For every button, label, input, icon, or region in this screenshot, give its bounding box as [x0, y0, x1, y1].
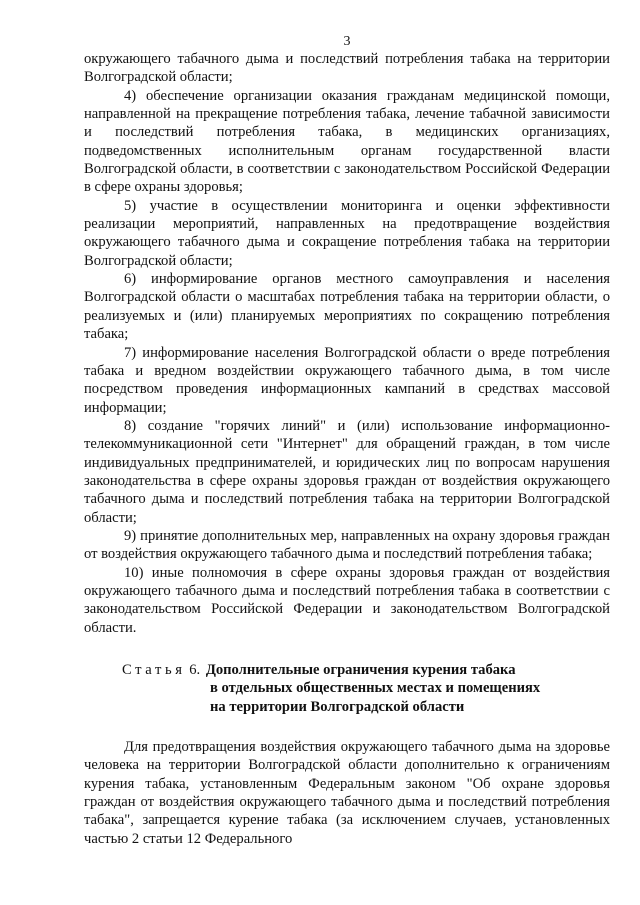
- paragraph-item-8: 8) создание "горячих линий" и (или) использование информационно-телекоммуникационной сети "Интернет" для обращений граждан, в том числе индивидуальных предпринимателей, и юридических лиц по вопросам нарушения законодательства в сфере охраны здоровья граждан от воздействия окружающего табачного дыма и последствий потребления табака на территории Волгоградской области;: [84, 417, 610, 526]
- paragraph-item-5: 5) участие в осуществлении мониторинга и оценки эффективности реализации мероприятий, направленных на предотвращение воздействия окружающего табачного дыма и сокращение потребления табака на территории Волгоградской области;: [84, 197, 610, 269]
- paragraph-item-10: 10) иные полномочия в сфере охраны здоровья граждан от воздействия окружающего табачного дыма и последствий потребления табака в соответствии с законодательством Российской Федерации и законодательством Волгоградской области.: [84, 564, 610, 636]
- article-number: 6.: [189, 662, 201, 678]
- paragraph-continuation: окружающего табачного дыма и последствий потребления табака на территории Волгоградской области;: [84, 51, 610, 86]
- paragraph-item-7: 7) информирование населения Волгоградской области о вреде потребления табака и вредном воздействии окружающего табачного дыма, в том числе посредством проведения информационных кампаний в средствах массовой информации;: [84, 344, 610, 416]
- article-title-line-2: в отдельных общественных местах и помещениях: [210, 680, 541, 697]
- page-number: 3: [343, 34, 351, 49]
- article-title-line-3: на территории Волгоградской области: [210, 698, 465, 715]
- article-heading: [84, 661, 610, 716]
- document-body: [84, 50, 610, 848]
- paragraph-item-6: 6) информирование органов местного самоуправления и населения Волгоградской области о масштабах потребления табака на территории области, о реализуемых и (или) планируемых мероприятиях по сокращению потребления табака;: [84, 271, 610, 343]
- article-title-line-1: Дополнительные ограничения курения табака: [205, 662, 516, 678]
- paragraph-item-4: 4) обеспечение организации оказания гражданам медицинской помощи, направленной на прекращение потребления табака, лечение табачной зависимости и последствий потребления табака, в медицинских организациях, подведомственных исполнительным органам государственной власти Волгоградской области, в соответствии с законодательством Российской Федерации в сфере охраны здоровья;: [84, 87, 610, 196]
- article-body-paragraph: Для предотвращения воздействия окружающего табачного дыма на здоровье человека на территории Волгоградской области дополнительно к ограничениям курения табака, установленным Федеральным законом "Об охране здоровья граждан от воздействия окружающего табачного дыма и последствий потребления табака", запрещается курение табака (за исключением случаев, установленных частью 2 статьи 12 Федерального: [84, 739, 610, 847]
- paragraph-item-9: 9) принятие дополнительных мер, направленных на охрану здоровья граждан от воздействия окружающего табачного дыма и последствий потребления табака;: [84, 527, 610, 563]
- article-label: Статья: [122, 662, 186, 678]
